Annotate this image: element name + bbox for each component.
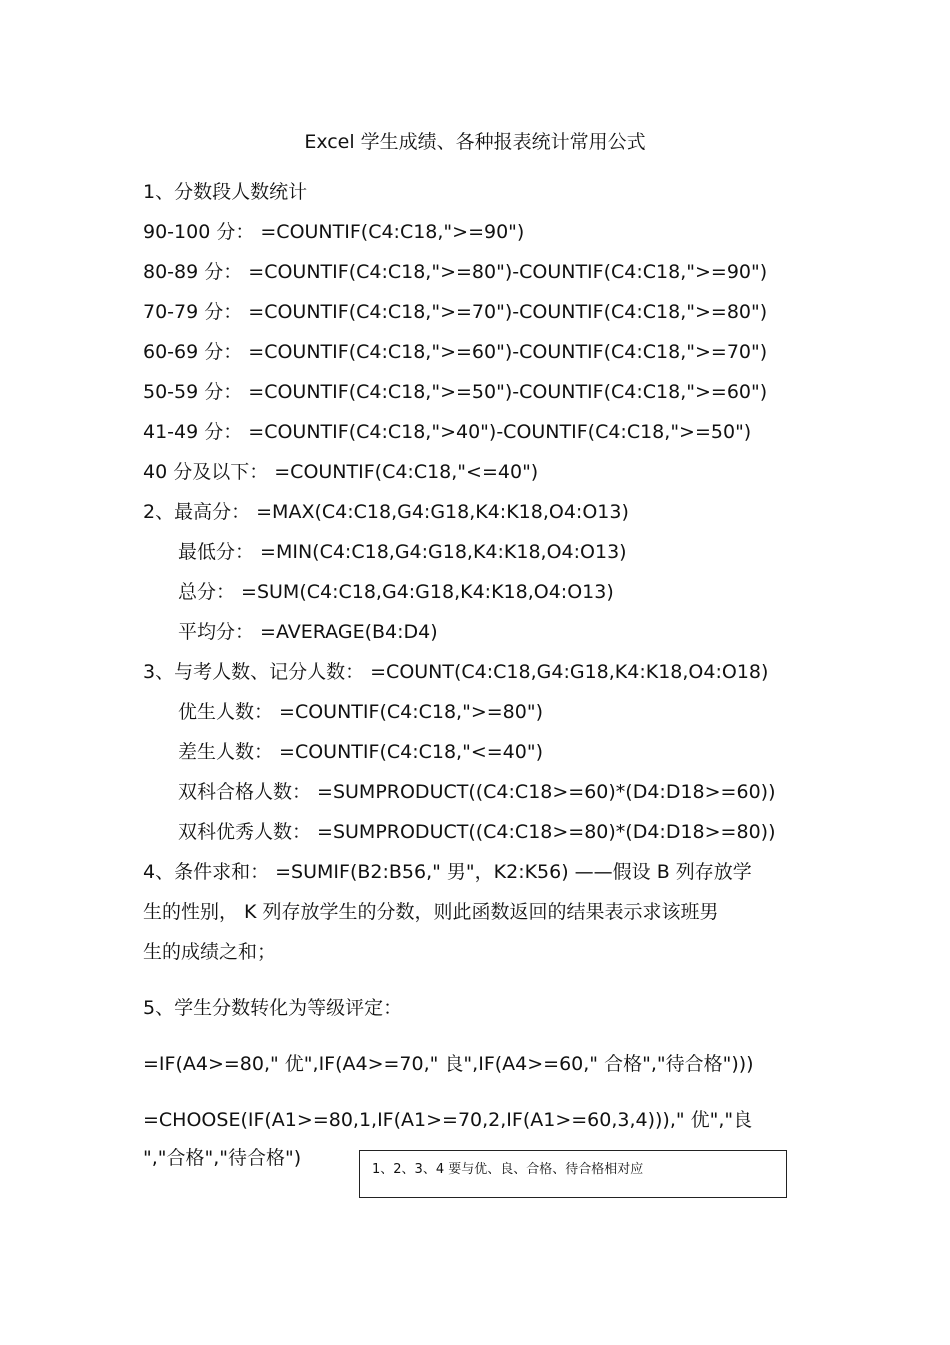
section-2-heading: 2、最高分： =MAX(C4:C18,G4:G18,K4:K18,O4:O13) <box>143 501 629 523</box>
section-5-heading: 5、学生分数转化为等级评定： <box>143 997 403 1019</box>
choose-formula-line-2: ","合格","待合格") <box>143 1147 302 1169</box>
if-formula: =IF(A4>=80," 优",IF(A4>=70," 良",IF(A4>=60," 合格","待合格"))) <box>143 1053 754 1075</box>
annotation-text: 1、2、3、4 要与优、良、合格、待合格相对应 <box>372 1162 644 1177</box>
formula-line: 70-79 分： =COUNTIF(C4:C18,">=70")-COUNTIF(C4:C18,">=80") <box>143 301 768 323</box>
formula-line: 50-59 分： =COUNTIF(C4:C18,">=50")-COUNTIF(C4:C18,">=60") <box>143 381 768 403</box>
section-4-paragraph-line: 生的成绩之和； <box>143 941 277 963</box>
formula-line: 最低分： =MIN(C4:C18,G4:G18,K4:K18,O4:O13) <box>178 541 627 563</box>
choose-formula-line-1: =CHOOSE(IF(A1>=80,1,IF(A1>=70,2,IF(A1>=60,3,4)))," 优","良 <box>143 1109 753 1131</box>
formula-line: 总分： =SUM(C4:C18,G4:G18,K4:K18,O4:O13) <box>178 581 614 603</box>
formula-line: 41-49 分： =COUNTIF(C4:C18,">40")-COUNTIF(C4:C18,">=50") <box>143 421 752 443</box>
formula-line: 双科合格人数： =SUMPRODUCT((C4:C18>=60)*(D4:D18>=60)) <box>178 781 776 803</box>
formula-line: 优生人数： =COUNTIF(C4:C18,">=80") <box>178 701 543 723</box>
formula-line: 60-69 分： =COUNTIF(C4:C18,">=60")-COUNTIF(C4:C18,">=70") <box>143 341 768 363</box>
formula-line: 90-100 分： =COUNTIF(C4:C18,">=90") <box>143 221 525 243</box>
section-3-heading: 3、与考人数、记分人数： =COUNT(C4:C18,G4:G18,K4:K18,O4:O18) <box>143 661 769 683</box>
section-4-paragraph-line: 生的性别， K 列存放学生的分数，则此函数返回的结果表示求该班男 <box>143 901 719 923</box>
document-title: Excel 学生成绩、各种报表统计常用公式 <box>304 131 646 153</box>
section-4-paragraph-line: 4、条件求和： =SUMIF(B2:B56," 男"，K2:K56) ——假设 B 列存放学 <box>143 861 752 883</box>
formula-line: 双科优秀人数： =SUMPRODUCT((C4:C18>=80)*(D4:D18>=80)) <box>178 821 776 843</box>
formula-line: 40 分及以下： =COUNTIF(C4:C18,"<=40") <box>143 461 539 483</box>
formula-line: 80-89 分： =COUNTIF(C4:C18,">=80")-COUNTIF(C4:C18,">=90") <box>143 261 768 283</box>
formula-line: 平均分： =AVERAGE(B4:D4) <box>178 621 438 643</box>
section-1-heading: 1、分数段人数统计 <box>143 181 308 203</box>
annotation-box <box>359 1150 787 1198</box>
formula-line: 差生人数： =COUNTIF(C4:C18,"<=40") <box>178 741 543 763</box>
